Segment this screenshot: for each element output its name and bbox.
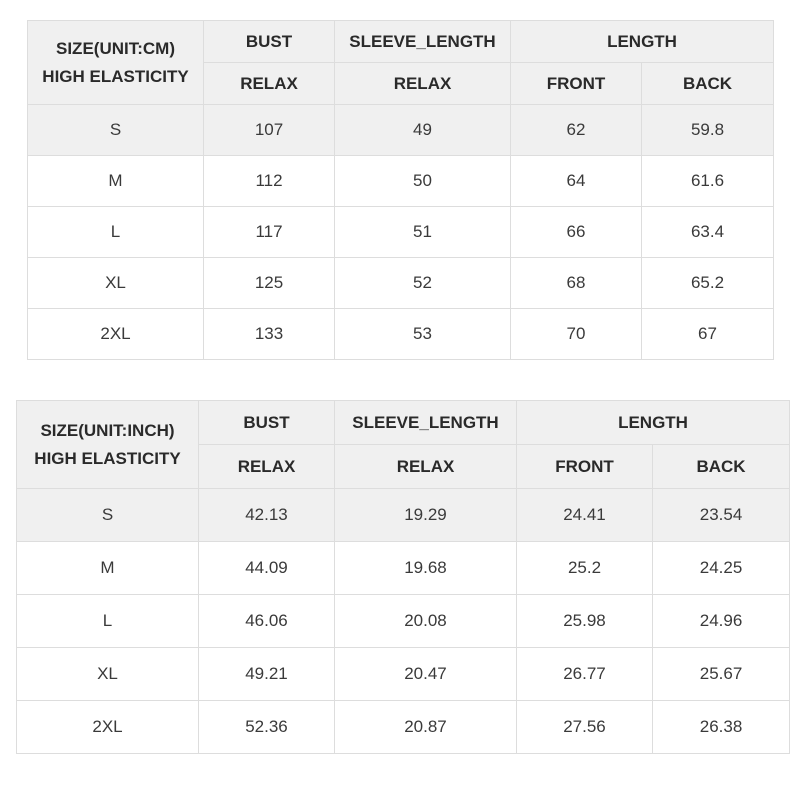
sleeve-length-cell: 19.29 — [335, 489, 517, 542]
length-back-header: BACK — [642, 63, 774, 105]
length-back-cell: 67 — [642, 309, 774, 360]
header-row-groups — [17, 401, 790, 445]
sleeve-relax-header: RELAX — [335, 63, 511, 105]
size-unit-header — [28, 21, 204, 105]
length-back-cell: 65.2 — [642, 258, 774, 309]
length-front-header: FRONT — [511, 63, 642, 105]
sleeve-length-cell: 53 — [335, 309, 511, 360]
size-unit-label: SIZE(UNIT:CM) — [56, 38, 175, 58]
size-cell: 2XL — [17, 701, 199, 754]
length-back-cell: 24.96 — [653, 595, 790, 648]
sleeve-length-cell: 51 — [335, 207, 511, 258]
table-row — [28, 309, 774, 360]
length-back-cell: 61.6 — [642, 156, 774, 207]
size-chart-cm-table — [27, 20, 774, 360]
bust-header: BUST — [199, 401, 335, 445]
length-back-cell: 59.8 — [642, 105, 774, 156]
bust-cell: 46.06 — [199, 595, 335, 648]
size-cell: L — [28, 207, 204, 258]
sleeve-length-cell: 49 — [335, 105, 511, 156]
length-back-cell: 24.25 — [653, 542, 790, 595]
size-unit-header — [17, 401, 199, 489]
bust-cell: 117 — [204, 207, 335, 258]
length-back-cell: 26.38 — [653, 701, 790, 754]
length-front-cell: 64 — [511, 156, 642, 207]
length-header: LENGTH — [511, 21, 774, 63]
sleeve-length-cell: 20.08 — [335, 595, 517, 648]
length-front-header: FRONT — [517, 445, 653, 489]
bust-cell: 44.09 — [199, 542, 335, 595]
length-front-cell: 25.98 — [517, 595, 653, 648]
sleeve-length-header: SLEEVE_LENGTH — [335, 21, 511, 63]
bust-cell: 112 — [204, 156, 335, 207]
elasticity-label: HIGH ELASTICITY — [34, 448, 181, 468]
table-row — [17, 542, 790, 595]
bust-cell: 133 — [204, 309, 335, 360]
bust-relax-header: RELAX — [204, 63, 335, 105]
size-cell: S — [28, 105, 204, 156]
length-front-cell: 25.2 — [517, 542, 653, 595]
sleeve-relax-header: RELAX — [335, 445, 517, 489]
length-header: LENGTH — [517, 401, 790, 445]
length-front-cell: 26.77 — [517, 648, 653, 701]
bust-cell: 52.36 — [199, 701, 335, 754]
table-row — [17, 595, 790, 648]
length-back-cell: 25.67 — [653, 648, 790, 701]
size-cell: S — [17, 489, 199, 542]
length-back-header: BACK — [653, 445, 790, 489]
bust-header: BUST — [204, 21, 335, 63]
table-row — [28, 258, 774, 309]
length-front-cell: 70 — [511, 309, 642, 360]
size-cell: M — [28, 156, 204, 207]
size-cell: 2XL — [28, 309, 204, 360]
length-front-cell: 66 — [511, 207, 642, 258]
size-chart-inch-table — [16, 400, 790, 754]
bust-relax-header: RELAX — [199, 445, 335, 489]
length-front-cell: 62 — [511, 105, 642, 156]
size-unit-label: SIZE(UNIT:INCH) — [40, 420, 175, 440]
table-row — [17, 648, 790, 701]
length-front-cell: 68 — [511, 258, 642, 309]
size-cell: L — [17, 595, 199, 648]
sleeve-length-cell: 50 — [335, 156, 511, 207]
length-back-cell: 23.54 — [653, 489, 790, 542]
table-row — [17, 489, 790, 542]
bust-cell: 42.13 — [199, 489, 335, 542]
size-cell: M — [17, 542, 199, 595]
header-row-groups — [28, 21, 774, 63]
sleeve-length-header: SLEEVE_LENGTH — [335, 401, 517, 445]
length-back-cell: 63.4 — [642, 207, 774, 258]
size-cell: XL — [17, 648, 199, 701]
elasticity-label: HIGH ELASTICITY — [42, 66, 189, 86]
table-row — [17, 701, 790, 754]
table-row — [28, 156, 774, 207]
length-front-cell: 27.56 — [517, 701, 653, 754]
table-row — [28, 105, 774, 156]
sleeve-length-cell: 20.47 — [335, 648, 517, 701]
bust-cell: 49.21 — [199, 648, 335, 701]
bust-cell: 125 — [204, 258, 335, 309]
sleeve-length-cell: 20.87 — [335, 701, 517, 754]
sleeve-length-cell: 19.68 — [335, 542, 517, 595]
bust-cell: 107 — [204, 105, 335, 156]
sleeve-length-cell: 52 — [335, 258, 511, 309]
size-cell: XL — [28, 258, 204, 309]
table-row — [28, 207, 774, 258]
length-front-cell: 24.41 — [517, 489, 653, 542]
